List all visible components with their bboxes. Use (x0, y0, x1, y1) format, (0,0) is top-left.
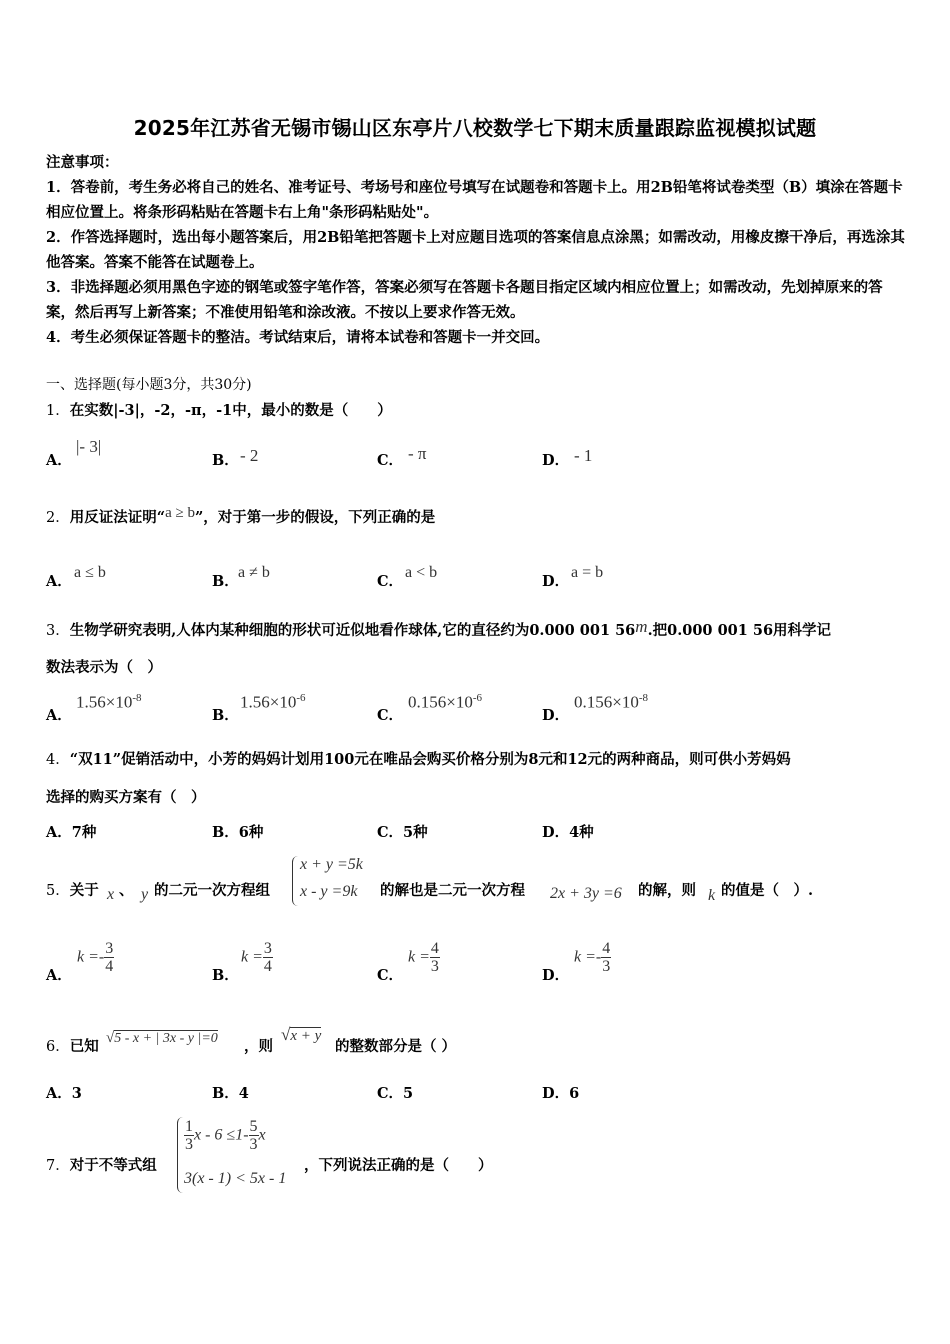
option-c: C． (377, 967, 404, 984)
option-d-value: - 1 (574, 446, 593, 465)
equation-2: x - y =9k (300, 883, 358, 900)
question-3: 3．生物学研究表明,人体内某种细胞的形状可近似地看作球体,它的直径约为0.000 001 56m.把0.000 001 56用科学记 (46, 617, 832, 639)
option-b: B． (212, 967, 239, 984)
var-x: x (107, 886, 115, 903)
option-d-value: k =- $\frac{4}{3}$ (574, 940, 611, 975)
option-a: A．7种 (46, 824, 97, 841)
option-a-value: $1.56\times 10^{-8}$ (76, 692, 142, 712)
option-c-value: - π (408, 444, 427, 463)
option-d: D． (542, 967, 570, 984)
option-a: A． (46, 967, 72, 984)
question-6-text: ，则 (244, 1038, 273, 1055)
question-1 (46, 398, 392, 424)
option-d: D． (542, 573, 570, 590)
option-d-value: a = b (571, 564, 604, 581)
option-c: C． (377, 452, 404, 469)
option-c: C． (377, 707, 404, 724)
question-5-text-3: 的解，则 (638, 882, 696, 899)
option-a-value: |- 3| (76, 437, 102, 456)
question-7-intro: 7．对于不等式组 (46, 1157, 157, 1174)
notice-item-1: 1．答卷前，考生务必将自己的姓名、准考证号、考场号和座位号填写在试题卷和答题卡上。用2B铅笔将试卷类型（B）填涂在答题卡相应位置上。将条形码粘贴在答题卡右上角"条形码粘贴处"。 (46, 179, 903, 221)
notice-heading: 注意事项： (46, 154, 119, 171)
option-b-value: - 2 (240, 446, 259, 465)
sqrt-expr: √x + y (281, 1025, 322, 1044)
option-b: B． (212, 573, 239, 590)
option-c-value: a < b (405, 564, 438, 581)
option-c-value: k = $\frac{4}{3}$ (408, 940, 439, 975)
option-c: C．5 (377, 1085, 414, 1102)
equation-3: 2x + 3y =6 (550, 885, 622, 902)
var-k: k (708, 887, 716, 904)
option-a-value: a ≤ b (74, 564, 106, 581)
question-number: 1． (46, 403, 70, 419)
option-b: B． (212, 452, 239, 469)
option-d: D．6 (542, 1085, 580, 1102)
question-4-cont: 选择的购买方案有（ ） (46, 789, 206, 806)
unit-m: m (635, 617, 648, 636)
separator: 、 (119, 882, 134, 899)
equation-1: x + y =5k (300, 856, 363, 873)
option-d: D． (542, 707, 570, 724)
question-6-text-2: 的整数部分是（ ） (335, 1038, 457, 1055)
notice-item-3: 3．非选择题必须用黑色字迹的钢笔或签字笔作答，答案必须写在答题卡各题目指定区域内相应位置上；如需改动，先划掉原来的答案，然后再写上新答案；不准使用铅笔和涂改液。不按以上要求作答无效。 (46, 279, 883, 321)
notice-item-2: 2．作答选择题时，选出每小题答案后，用2B铅笔把答题卡上对应题目选项的答案信息点涂黑；如需改动，用橡皮擦干净后，再选涂其他答案。答案不能答在试题卷上。 (46, 229, 905, 271)
option-d: D．4种 (542, 824, 594, 841)
question-text: 在实数|-3|，-2，-π，-1中，最小的数是（ ） (69, 402, 392, 419)
var-y: y (141, 886, 149, 903)
option-a: A． (46, 707, 72, 724)
option-b: B． (212, 707, 239, 724)
question-7-text: ，下列说法正确的是（ ） (304, 1157, 493, 1174)
condition-expr: √5 - x + | 3x - y |=0 (106, 1030, 218, 1046)
question-6-intro: 6．已知 (46, 1038, 99, 1055)
option-d: D． (542, 452, 570, 469)
option-d-value: $0.156\times 10^{-8}$ (574, 692, 649, 712)
question-5-intro: 5．关于 (46, 882, 99, 899)
option-c: C． (377, 573, 404, 590)
option-b: B．6种 (212, 824, 264, 841)
option-b-value: $1.56\times 10^{-6}$ (240, 692, 306, 712)
option-b: B．4 (212, 1085, 249, 1102)
notice-item-4: 4．考生必须保证答题卡的整洁。考试结束后，请将本试卷和答题卡一并交回。 (46, 329, 550, 346)
option-b-value: k = $\frac{3}{4}$ (241, 940, 272, 975)
question-2: 2．用反证法证明“a ≥ b”，对于第一步的假设，下列正确的是 (46, 505, 436, 526)
question-4: 4．“双11”促销活动中，小芳的妈妈计划用100元在唯品会购买价格分别为8元和12元的两种商品，则可供小芳妈妈 (46, 751, 791, 768)
option-a: A． (46, 452, 72, 469)
inequality-2: 3(x - 1) < 5x - 1 (184, 1170, 287, 1187)
question-5-text-4: 的值是（ ）. (721, 882, 814, 899)
option-c: C．5种 (377, 824, 428, 841)
inequality-1: $\frac{1}{3}$ x - 6 ≤1- $\frac{5}{3}$ x (185, 1118, 266, 1153)
page-title: 2025年江苏省无锡市锡山区东亭片八校数学七下期末质量跟踪监视模拟试题 (133, 116, 817, 140)
section-heading: 一、选择题(每小题3分，共30分) (46, 377, 252, 393)
question-5-text: 的二元一次方程组 (154, 882, 270, 899)
question-5-text-2: 的解也是二元一次方程 (380, 882, 525, 899)
option-a-value: k =- $\frac{3}{4}$ (77, 940, 114, 975)
option-a: A．3 (46, 1085, 82, 1102)
option-b-value: a ≠ b (238, 564, 270, 581)
question-3-cont: 数法表示为（ ） (46, 659, 162, 676)
inequality-expr: a ≥ b (165, 505, 195, 521)
option-c-value: $0.156\times 10^{-6}$ (408, 692, 483, 712)
option-a: A． (46, 573, 72, 590)
